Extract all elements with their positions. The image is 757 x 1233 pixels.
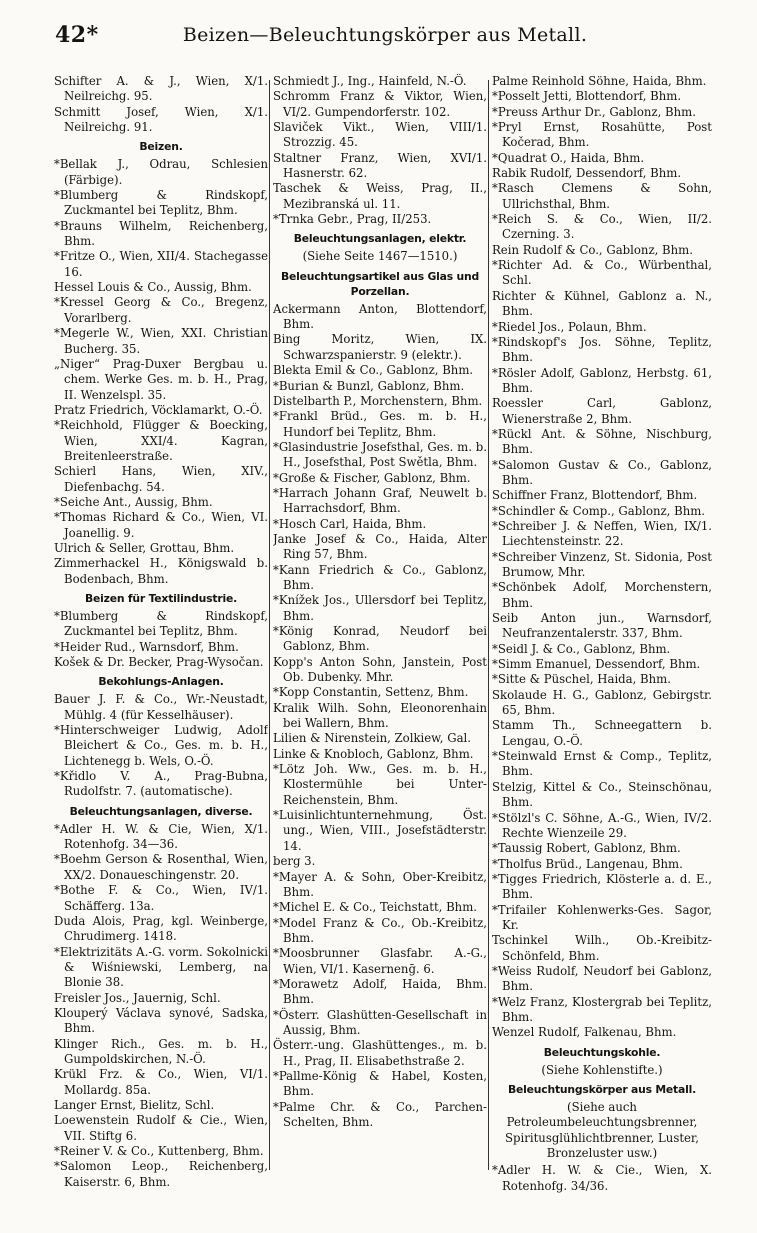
directory-entry: Blekta Emil & Co., Gablonz, Bhm. — [273, 363, 474, 378]
directory-entry: *Posselt Jetti, Blottendorf, Bhm. — [492, 89, 682, 104]
directory-entry: *Tigges Friedrich, Klösterle a. d. E., Bhm. — [492, 871, 712, 902]
directory-entry: Loewenstein Rudolf & Cie., Wien, VII. Stiftg 6. — [54, 1113, 268, 1143]
directory-entry: Schierl Hans, Wien, XIV., Diefenbachg. 54. — [54, 464, 268, 494]
section-heading: Beizen für Textilindustrie. — [85, 592, 237, 605]
directory-entry: *Welz Franz, Klostergrab bei Teplitz, Bhm. — [492, 994, 712, 1024]
page-header — [55, 18, 715, 52]
directory-entry: Tschinkel Wilh., Ob.-Kreibitz-Schönfeld, Bhm. — [492, 933, 712, 963]
directory-entry: *Harrach Johann Graf, Neuwelt b. Harrachsdorf, Bhm. — [273, 485, 487, 516]
directory-entry: Slaviček Vikt., Wien, VIII/1. Strozzig. 45. — [273, 120, 487, 150]
directory-entry: Wenzel Rudolf, Falkenau, Bhm. — [492, 1025, 677, 1040]
directory-entry: Bauer J. F. & Co., Wr.-Neustadt, Mühlg. 4 (für Kesselhäuser). — [54, 692, 268, 722]
directory-entry: *Stölzl's C. Söhne, A.-G., Wien, IV/2. Rechte Wienzeile 29. — [492, 810, 712, 840]
directory-entry: *Weiss Rudolf, Neudorf bei Gablonz, Bhm. — [492, 963, 712, 994]
directory-entry: *Hinterschweiger Ludwig, Adolf Bleichert & Co., Ges. m. b. H., Lichtenegg b. Wels, O.-Ö. — [54, 723, 268, 768]
directory-entry: *Schindler & Comp., Gablonz, Bhm. — [492, 503, 706, 518]
section-note: (Siehe Seite 1467—1510.) — [302, 249, 458, 264]
directory-entry: *Boehm Gerson & Rosenthal, Wien, XX/2. Donaueschingenstr. 20. — [54, 852, 268, 882]
section-note: (Siehe Kohlenstifte.) — [541, 1062, 663, 1077]
directory-entry: *Kann Friedrich & Co., Gablonz, Bhm. — [273, 562, 487, 592]
directory-entry: Staltner Franz, Wien, XVI/1. Hasnerstr. 62. — [273, 150, 487, 181]
directory-entry: Distelbarth P., Morchenstern, Bhm. — [273, 393, 483, 408]
directory-entry: *Sitte & Püschel, Haida, Bhm. — [492, 672, 671, 687]
section-heading: Beleuchtungsanlagen, diverse. — [69, 804, 253, 818]
directory-entry: Rabik Rudolf, Dessendorf, Bhm. — [492, 166, 682, 181]
directory-entry: Schmitt Josef, Wien, X/1. Neilreichg. 91. — [54, 104, 268, 135]
directory-entry: Freisler Jos., Jauernig, Schl. — [54, 990, 221, 1005]
directory-entry: *Luisinlichtunternehmung, Öst. ung., Wien, VIII., Josefstädterstr. 14. — [273, 808, 487, 853]
directory-entry: *Rasch Clemens & Sohn, Ullrichsthal, Bhm. — [492, 181, 712, 211]
directory-entry: Duda Alois, Prag, kgl. Weinberge, Chrudimerg. 1418. — [54, 913, 268, 944]
directory-entry: *Blumberg & Rindskopf, Zuckmantel bei Teplitz, Bhm. — [54, 188, 268, 218]
directory-entry: *Schönbek Adolf, Morchenstern, Bhm. — [492, 580, 712, 610]
directory-entry: *Große & Fischer, Gablonz, Bhm. — [273, 470, 471, 485]
directory-entry: Klinger Rich., Ges. m. b. H., Gumpoldskirchen, N.-Ö. — [54, 1036, 268, 1066]
directory-entry: *Frankl Brüd., Ges. m. b. H., Hundorf bei Teplitz, Bhm. — [273, 409, 487, 439]
directory-entry: Ackermann Anton, Blottendorf, Bhm. — [273, 301, 487, 332]
directory-entry: *Trifailer Kohlenwerks-Ges. Sagor, Kr. — [492, 902, 712, 932]
directory-entry: Kralik Wilh. Sohn, Eleonorenhain bei Wallern, Bhm. — [273, 700, 487, 731]
column-right — [492, 74, 712, 1194]
directory-entry: Taschek & Weiss, Prag, II., Mezibranská ul. 11. — [273, 181, 487, 211]
directory-entry: *Seidl J. & Co., Gablonz, Bhm. — [492, 641, 671, 656]
directory-entry: *Palme Chr. & Co., Parchen-Schelten, Bhm. — [273, 1099, 487, 1129]
section-heading: Beleuchtungskörper aus Metall. — [508, 1083, 696, 1096]
directory-entry: *Heider Rud., Warnsdorf, Bhm. — [54, 639, 239, 654]
directory-entry: *Megerle W., Wien, XXI. Christian Bucherg. 35. — [54, 326, 268, 356]
section-heading: Beleuchtungsartikel aus Glas und Porzellan. — [280, 269, 480, 298]
directory-entry: *Pallme-König & Habel, Kosten, Bhm. — [273, 1068, 487, 1099]
directory-entry: Skolaude H. G., Gablonz, Gebirgstr. 65, Bhm. — [492, 687, 712, 718]
section-note: (Siehe auch Petroleumbeleuchtungsbrenner, Spiritusglühlichtbrenner, Luster, Bronzeluster usw.) — [505, 1100, 699, 1161]
directory-entry: *Michel E. & Co., Teichstatt, Bhm. — [273, 900, 478, 915]
directory-entry: *Model Franz & Co., Ob.-Kreibitz, Bhm. — [273, 915, 487, 945]
directory-entry: *Seiche Ant., Aussig, Bhm. — [54, 494, 213, 509]
directory-entry: *Knížek Jos., Ullersdorf bei Teplitz, Bhm. — [273, 593, 487, 623]
directory-entry: *Tholfus Brüd., Langenau, Bhm. — [492, 856, 683, 871]
directory-entry: *Bellak J., Odrau, Schlesien (Färbige). — [54, 157, 268, 187]
directory-entry: Schifter A. & J., Wien, X/1. Neilreichg. 95. — [54, 74, 268, 104]
directory-entry: *Adler H. W. & Cie, Wien, X/1. Rotenhofg. 34—36. — [54, 821, 268, 852]
directory-entry: *Bothe F. & Co., Wien, IV/1. Schäfferg. 13a. — [54, 883, 268, 913]
directory-entry: Stelzig, Kittel & Co., Steinschönau, Bhm. — [492, 779, 712, 810]
directory-entry: Österr.-ung. Glashüttenges., m. b. H., Prag, II. Elisabethstraße 2. — [273, 1038, 487, 1068]
directory-entry: *Riedel Jos., Polaun, Bhm. — [492, 319, 647, 334]
directory-entry: *Trnka Gebr., Prag, II/253. — [273, 212, 432, 227]
directory-entry: *Lötz Joh. Ww., Ges. m. b. H., Klostermühle bei Unter-Reichenstein, Bhm. — [273, 762, 487, 807]
directory-entry: *Adler H. W. & Cie., Wien, X. Rotenhofg. 34/36. — [492, 1163, 712, 1193]
directory-entry: Zimmerhackel H., Königswald b. Bodenbach, Bhm. — [54, 556, 268, 586]
directory-entry: *Glasindustrie Josefsthal, Ges. m. b. H., Josefsthal, Post Swětla, Bhm. — [273, 439, 487, 470]
page-title: Beizen—Beleuchtungskörper aus Metall. — [182, 24, 588, 46]
directory-entry: *Pryl Ernst, Rosahütte, Post Kočerad, Bhm. — [492, 120, 712, 150]
section-heading: Beleuchtungsanlagen, elektr. — [293, 232, 467, 246]
directory-entry: Schiffner Franz, Blottendorf, Bhm. — [492, 488, 698, 503]
column-middle — [273, 74, 487, 1130]
directory-entry: *Salomon Leop., Reichenberg, Kaiserstr. 6, Bhm. — [54, 1159, 268, 1189]
directory-entry: *Reich S. & Co., Wien, II/2. Czerning. 3. — [492, 212, 712, 242]
directory-entry: Klouperý Václava synové, Sadska, Bhm. — [54, 1005, 268, 1036]
column-left — [54, 74, 268, 1190]
directory-entry: *Hosch Carl, Haida, Bhm. — [273, 516, 427, 531]
directory-entry: berg 3. — [273, 854, 316, 869]
page-number: 42* — [55, 22, 99, 48]
directory-entry: Krükl Frz. & Co., Wien, VI/1. Mollardg. 85a. — [54, 1067, 268, 1097]
directory-entry: Kopp's Anton Sohn, Janstein, Post Ob. Dubenky. Mhr. — [273, 654, 487, 685]
directory-entry: *Taussig Robert, Gablonz, Bhm. — [492, 841, 681, 856]
directory-entry: Ulrich & Seller, Grottau, Bhm. — [54, 540, 235, 555]
directory-entry: Palme Reinhold Söhne, Haida, Bhm. — [492, 74, 707, 88]
directory-entry: *Quadrat O., Haida, Bhm. — [492, 150, 645, 165]
directory-entry: Hessel Louis & Co., Aussig, Bhm. — [54, 280, 252, 295]
directory-entry: *Blumberg & Rindskopf, Zuckmantel bei Teplitz, Bhm. — [54, 609, 268, 639]
directory-entry: *Elektrizitäts A.-G. vorm. Sokolnicki & Wiśniewski, Lemberg, na Blonie 38. — [54, 944, 268, 990]
directory-columns — [0, 74, 757, 1224]
directory-entry: *Morawetz Adolf, Haida, Bhm. Bhm. — [273, 976, 487, 1007]
directory-entry: Roessler Carl, Gablonz, Wienerstraße 2, Bhm. — [492, 396, 712, 426]
directory-entry: *Brauns Wilhelm, Reichenberg, Bhm. — [54, 218, 268, 249]
section-heading: Bekohlungs-Anlagen. — [98, 675, 224, 689]
directory-entry: Rein Rudolf & Co., Gablonz, Bhm. — [492, 242, 693, 257]
directory-entry: Bing Moritz, Wien, IX. Schwarzspanierstr. 9 (elektr.). — [273, 332, 487, 362]
directory-entry: *Reichhold, Flügger & Boecking, Wien, XXI/4. Kagran, Breitenleerstraße. — [54, 418, 268, 463]
directory-entry: *Preuss Arthur Dr., Gablonz, Bhm. — [492, 104, 696, 119]
directory-entry: Košek & Dr. Becker, Prag-Wysočan. — [54, 655, 264, 670]
directory-entry: „Niger“ Prag-Duxer Bergbau u. chem. Werke Ges. m. b. H., Prag, II. Wenzelspl. 35. — [54, 356, 268, 402]
directory-entry: *Steinwald Ernst & Comp., Teplitz, Bhm. — [492, 749, 712, 779]
directory-entry: Janke Josef & Co., Haida, Alter Ring 57, Bhm. — [273, 531, 487, 562]
directory-entry: *Thomas Richard & Co., Wien, VI. Joanellig. 9. — [54, 510, 268, 540]
directory-entry: *Reiner V. & Co., Kuttenberg, Bhm. — [54, 1144, 264, 1158]
directory-entry: *Fritze O., Wien, XII/4. Stachegasse 16. — [54, 249, 268, 279]
directory-entry: *Křidlo V. A., Prag-Bubna, Rudolfstr. 7. (automatische). — [54, 769, 268, 799]
directory-entry: *Kressel Georg & Co., Bregenz, Vorarlberg. — [54, 295, 268, 325]
directory-entry: *Richter Ad. & Co., Würbenthal, Schl. — [492, 258, 712, 288]
directory-entry: *Rösler Adolf, Gablonz, Herbstg. 61, Bhm. — [492, 365, 712, 395]
directory-entry: *Rückl Ant. & Söhne, Nischburg, Bhm. — [492, 426, 712, 457]
directory-entry: Richter & Kühnel, Gablonz a. N., Bhm. — [492, 288, 712, 319]
directory-entry: *Rindskopf's Jos. Söhne, Teplitz, Bhm. — [492, 334, 712, 365]
directory-entry: *Salomon Gustav & Co., Gablonz, Bhm. — [492, 457, 712, 487]
directory-entry: *Simm Emanuel, Dessendorf, Bhm. — [492, 657, 701, 672]
directory-entry: *König Konrad, Neudorf bei Gablonz, Bhm. — [273, 624, 487, 654]
directory-entry: Schromm Franz & Viktor, Wien, VI/2. Gumpendorferstr. 102. — [273, 89, 487, 119]
directory-entry: Stamm Th., Schneegattern b. Lengau, O.-Ö. — [492, 718, 712, 748]
directory-entry: *Mayer A. & Sohn, Ober-Kreibitz, Bhm. — [273, 869, 487, 899]
directory-entry: *Burian & Bunzl, Gablonz, Bhm. — [273, 378, 465, 393]
directory-entry: *Schreiber J. & Neffen, Wien, IX/1. Liechtensteinstr. 22. — [492, 518, 712, 549]
directory-entry: Schmiedt J., Ing., Hainfeld, N.-Ö. — [273, 74, 467, 88]
directory-entry: Pratz Friedrich, Vöcklamarkt, O.-Ö. — [54, 402, 263, 417]
directory-entry: Linke & Knobloch, Gablonz, Bhm. — [273, 746, 474, 761]
directory-entry: Langer Ernst, Bielitz, Schl. — [54, 1097, 215, 1112]
directory-entry: *Kopp Constantin, Settenz, Bhm. — [273, 685, 469, 700]
directory-entry: Seib Anton jun., Warnsdorf, Neufranzentalerstr. 337, Bhm. — [492, 611, 712, 641]
directory-entry: *Österr. Glashütten-Gesellschaft in Aussig, Bhm. — [273, 1007, 487, 1037]
directory-entry: *Moosbrunner Glasfabr. A.-G., Wien, VI/1. Kasernenḡ. 6. — [273, 946, 487, 976]
directory-entry: Lilien & Nirenstein, Zolkiew, Gal. — [273, 731, 471, 746]
section-heading: Beleuchtungskohle. — [543, 1045, 661, 1059]
directory-entry: *Schreiber Vinzenz, St. Sidonia, Post Brumow, Mhr. — [492, 549, 712, 579]
section-heading: Beizen. — [139, 140, 183, 154]
